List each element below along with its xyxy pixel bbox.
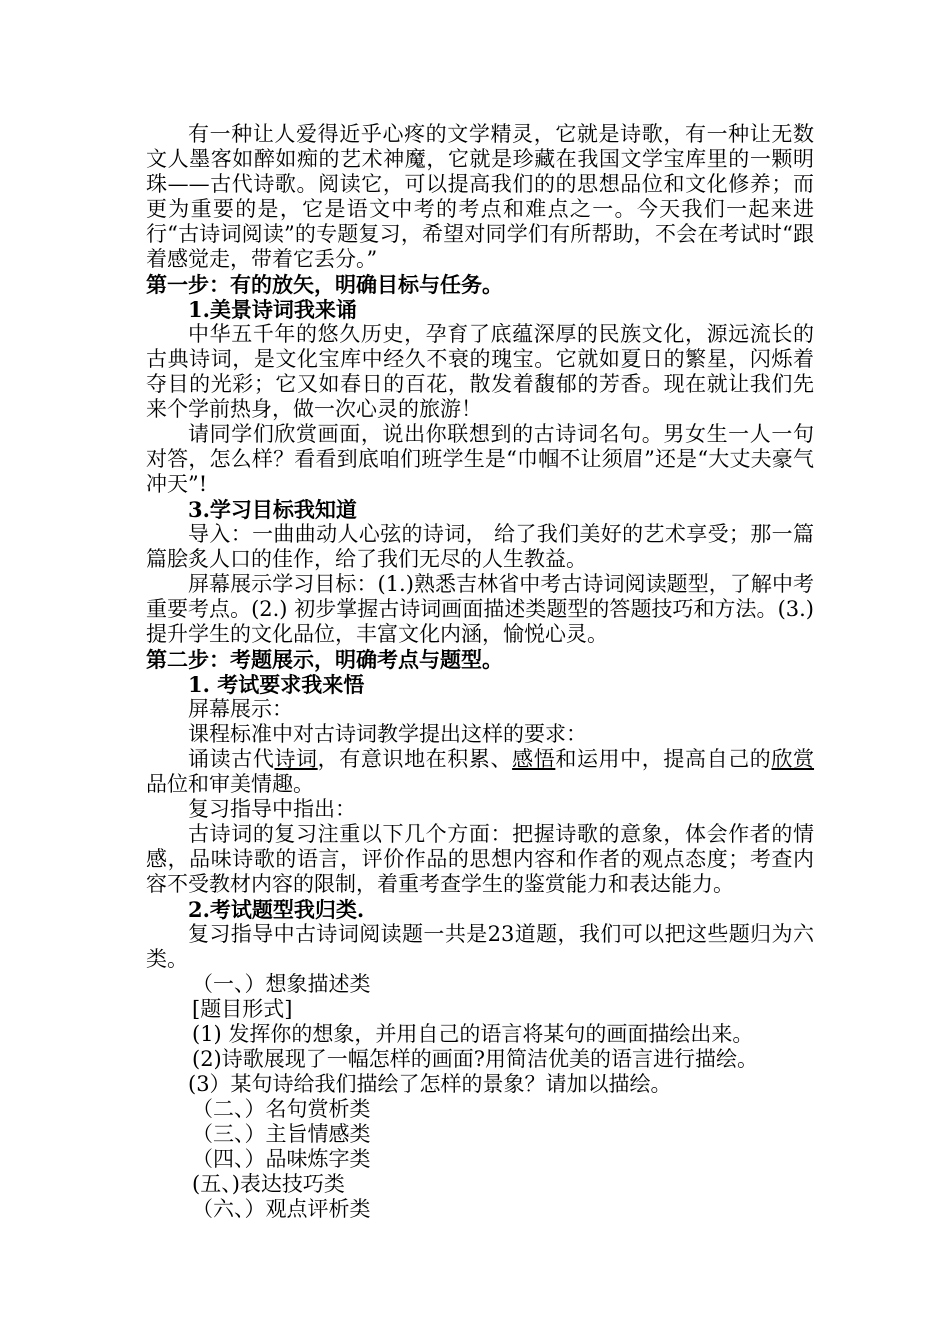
standard-text-a: 诵读古代 — [188, 747, 275, 771]
standard-text-c: ，有意识地在积累、 — [317, 747, 513, 771]
step2-subheading-2: 2.考试题型我归类. — [188, 897, 365, 922]
question-form-label: [题目形式] — [192, 997, 293, 1021]
category-4: （四、）品味炼字类 — [192, 1147, 371, 1171]
step1-paragraph-2: 请同学们欣赏画面，说出你联想到的古诗词名句。男女生一人一句对答，怎么样？看看到底咱们班学生是“巾帼不让须眉”还是“大丈夫豪气冲天”! — [146, 422, 814, 496]
category-3: （三、）主旨情感类 — [192, 1122, 371, 1146]
standard-link-shici[interactable]: 诗词 — [274, 747, 318, 771]
step2-subheading-1: 1. 考试要求我来悟 — [188, 672, 365, 697]
question-2: (2)诗歌展现了一幅怎样的画面?用简洁优美的语言进行描绘。 — [192, 1047, 759, 1071]
document-body — [146, 122, 814, 1222]
standard-text-g: 品位和审美情趣。 — [146, 772, 314, 796]
step1-paragraph-3: 导入：一曲曲动人心弦的诗词， 给了我们美好的艺术享受；那一篇篇脍炙人口的佳作，给了我们无尽的人生教益。 — [146, 522, 814, 571]
guide-paragraph: 古诗词的复习注重以下几个方面：把握诗歌的意象，体会作者的情感，品味诗歌的语言，评价作品的思想内容和作者的观点态度；考查内容不受教材内容的限制，着重考查学生的鉴赏能力和表达能力。 — [146, 822, 814, 896]
standard-paragraph — [146, 747, 814, 797]
step2-heading: 第二步：考题展示，明确考点与题型。 — [146, 647, 503, 672]
guide-label: 复习指导中指出： — [188, 797, 356, 821]
question-1: (1) 发挥你的想象，并用自己的语言将某句的画面描绘出来。 — [192, 1022, 754, 1046]
category-5: (五、)表达技巧类 — [192, 1172, 345, 1196]
category-2: （二、）名句赏析类 — [192, 1097, 371, 1121]
question-3: (3）某句诗给我们描绘了怎样的景象？请加以描绘。 — [188, 1072, 672, 1096]
standard-text-e: 和运用中，提高自己的 — [555, 747, 772, 771]
step1-subheading-3: 3.学习目标我知道 — [188, 497, 357, 522]
classify-paragraph: 复习指导中古诗词阅读题一共是23道题，我们可以把这些题归为六类。 — [146, 922, 814, 971]
screen-label: 屏幕展示： — [188, 697, 293, 721]
standard-link-xinshang[interactable]: 欣赏 — [771, 747, 815, 771]
standard-link-ganwu[interactable]: 感悟 — [512, 747, 556, 771]
step1-paragraph-4: 屏幕展示学习目标：(1.)熟悉吉林省中考古诗词阅读题型，了解中考重要考点。(2.) 初步掌握古诗词画面描述类题型的答题技巧和方法。(3.) 提升学生的文化品位，丰富文化内涵，愉悦心灵。 — [146, 572, 814, 646]
category-1: （一、）想象描述类 — [192, 972, 371, 996]
step1-heading: 第一步：有的放矢，明确目标与任务。 — [146, 272, 503, 297]
requirement-line: 课程标准中对古诗词教学提出这样的要求： — [188, 722, 587, 746]
step1-subheading-1: 1.美景诗词我来诵 — [188, 297, 357, 322]
intro-paragraph: 有一种让人爱得近乎心疼的文学精灵，它就是诗歌，有一种让无数文人墨客如醉如痴的艺术神魔，它就是珍藏在我国文学宝库里的一颗明珠——古代诗歌。阅读它，可以提高我们的的思想品位和文化修养；而更为重要的是，它是语文中考的考点和难点之一。今天我们一起来进行“古诗词阅读”的专题复习，希望对同学们有所帮助，不会在考试时“跟着感觉走，带着它丢分。” — [146, 122, 814, 271]
step1-paragraph-1: 中华五千年的悠久历史，孕育了底蕴深厚的民族文化，源远流长的古典诗词，是文化宝库中经久不衰的瑰宝。它就如夏日的繁星，闪烁着夺目的光彩；它又如春日的百花，散发着馥郁的芳香。现在就让我们先来个学前热身，做一次心灵的旅游！ — [146, 322, 814, 421]
category-6: （六、）观点评析类 — [192, 1197, 371, 1221]
